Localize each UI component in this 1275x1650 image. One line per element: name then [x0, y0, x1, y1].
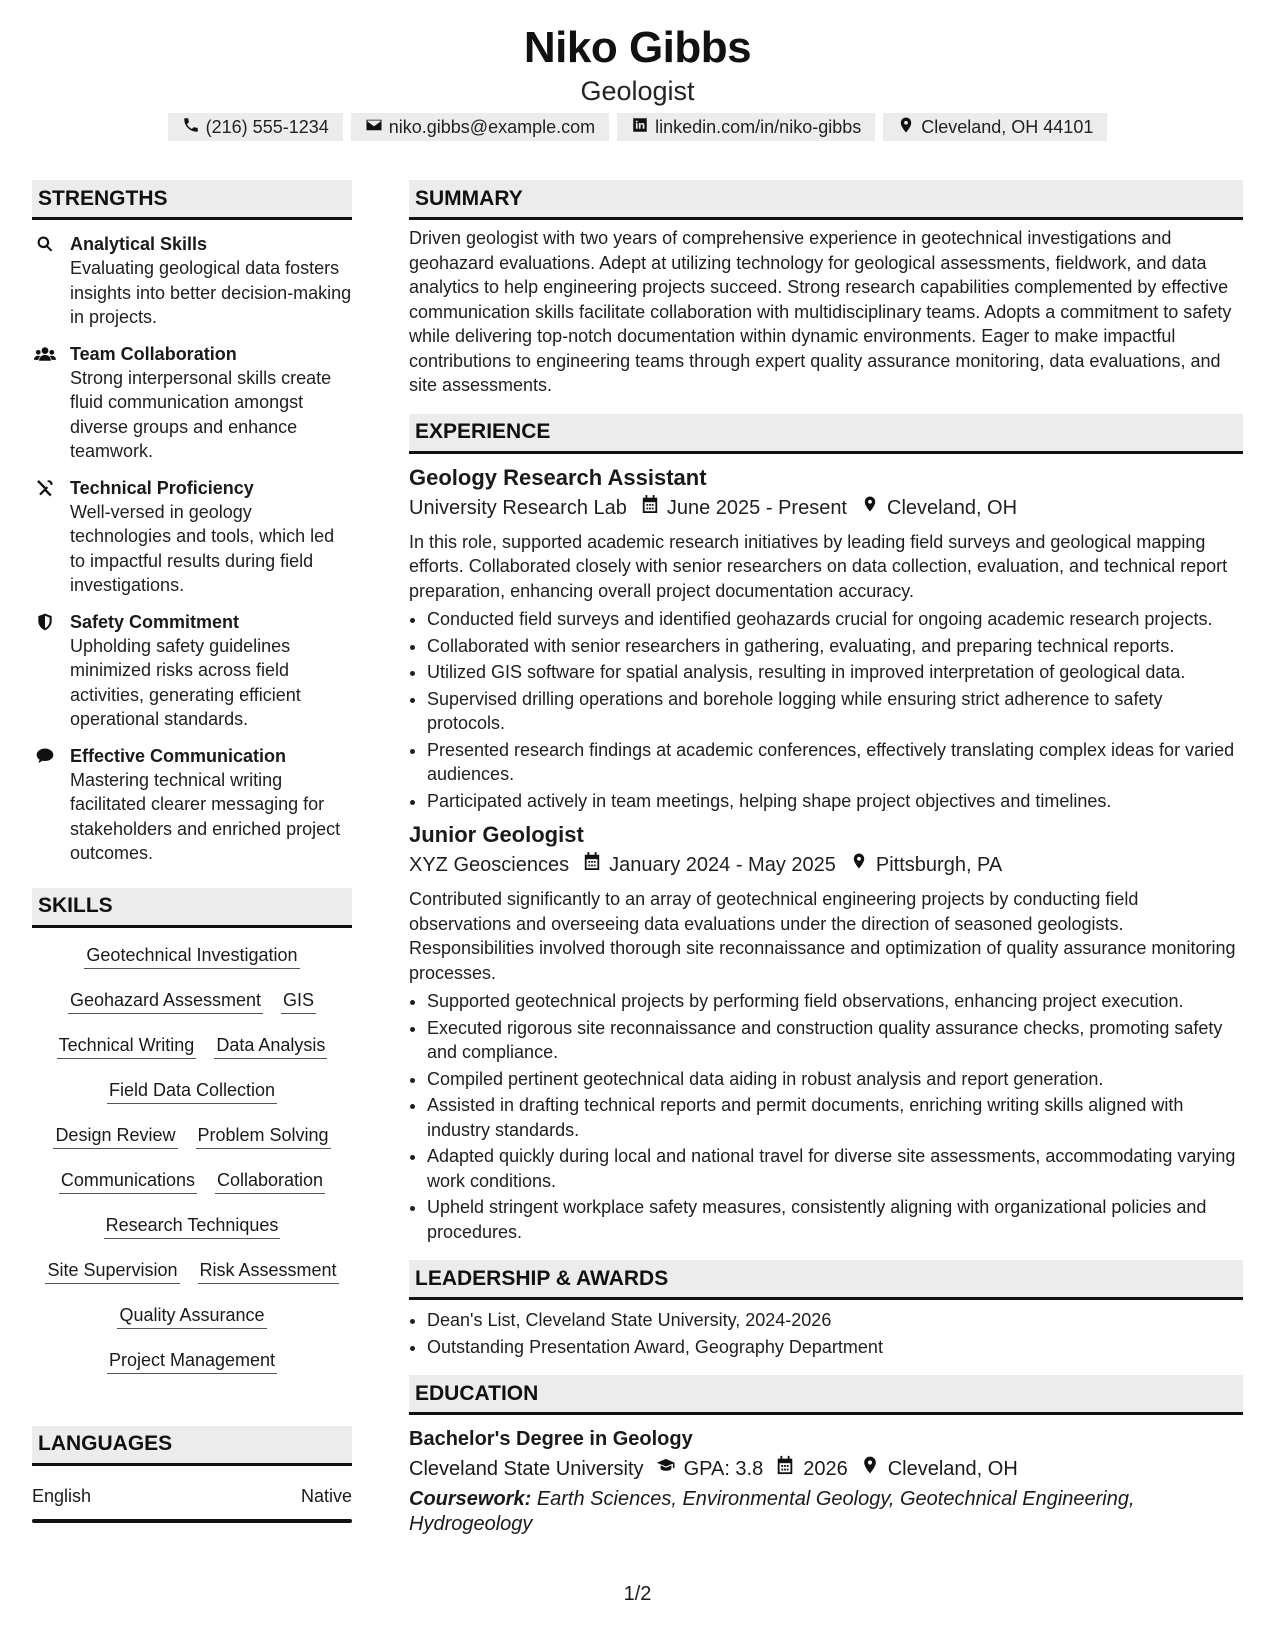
graduation-year: 2026	[803, 1458, 848, 1480]
contact-email[interactable]	[351, 113, 609, 141]
skill-tag: GIS	[281, 989, 316, 1014]
skill-tag: Problem Solving	[196, 1124, 331, 1149]
skill-row	[32, 934, 352, 979]
coursework-label: Coursework:	[409, 1488, 532, 1510]
left-column	[32, 180, 352, 1523]
strength-item	[32, 342, 352, 464]
job-company: XYZ Geosciences	[409, 854, 570, 876]
job-bullet: • Supported geotechnical projects by performing field observations, enhancing project execution.	[427, 989, 1243, 1014]
job-bullet: • Utilized GIS software for spatial analysis, resulting in improved interpretation of geological data.	[427, 660, 1243, 685]
skill-tag: Field Data Collection	[107, 1079, 277, 1104]
job-dates: January 2024 - May 2025	[609, 854, 836, 876]
skill-tag: Project Management	[107, 1349, 277, 1374]
strength-item	[32, 744, 352, 866]
speech-bubble-icon	[34, 746, 56, 766]
strength-desc: Mastering technical writing facilitated clearer messaging for stakeholders and enriched project outcomes.	[70, 769, 341, 863]
location-pin-icon	[847, 494, 887, 522]
skill-tag: Geotechnical Investigation	[84, 944, 299, 969]
job-entry	[409, 821, 1243, 1244]
strengths-heading: STRENGTHS	[32, 180, 352, 220]
location-pin-icon	[836, 851, 876, 879]
language-name: English	[32, 1485, 92, 1506]
skills-list	[32, 934, 352, 1384]
contact-phone[interactable]	[168, 113, 343, 141]
resume-header	[0, 22, 1275, 108]
calendar-icon	[763, 1455, 803, 1483]
skill-row	[32, 1114, 352, 1159]
contact-linkedin[interactable]	[617, 113, 875, 141]
job-bullet: • Adapted quickly during local and national travel for diverse site assessments, accommodating varying work conditions.	[427, 1144, 1243, 1193]
envelope-icon	[365, 116, 383, 139]
job-dates: June 2025 - Present	[666, 496, 847, 519]
skill-row	[32, 1159, 352, 1204]
contact-location-text: Cleveland, OH 44101	[921, 116, 1094, 137]
education-heading: EDUCATION	[409, 1375, 1243, 1415]
job-bullet: • Supervised drilling operations and borehole logging while ensuring strict adherence to safety protocols.	[427, 687, 1243, 736]
strength-title: Technical Proficiency	[70, 477, 254, 498]
skill-row	[32, 979, 352, 1024]
candidate-title: Geologist	[580, 76, 695, 106]
award-item: • Dean's List, Cleveland State University, 2024-2026	[427, 1308, 1243, 1333]
award-item: • Outstanding Presentation Award, Geography Department	[427, 1335, 1243, 1360]
linkedin-icon	[631, 116, 649, 139]
calendar-icon	[627, 494, 667, 522]
skill-row	[32, 1339, 352, 1384]
skill-row	[32, 1069, 352, 1114]
skill-row	[32, 1294, 352, 1339]
job-bullets	[409, 607, 1243, 813]
education-meta	[409, 1455, 1243, 1483]
strength-desc: Upholding safety guidelines minimized risks across field activities, generating efficient operational standards.	[70, 635, 301, 729]
school-name: Cleveland State University	[409, 1458, 644, 1480]
job-description: In this role, supported academic research initiatives by leading field surveys and geological mapping efforts. Collaborated closely with senior researchers on data collection, evaluation, and technical report preparation, enhancing overall project documentation accuracy.	[409, 531, 1228, 601]
language-level-bar	[32, 1519, 352, 1523]
strength-desc: Evaluating geological data fosters insights into better decision-making in projects.	[70, 258, 352, 327]
skill-row	[32, 1204, 352, 1249]
tools-icon	[34, 478, 56, 498]
job-bullet: • Participated actively in team meetings, helping shape project objectives and timelines.	[427, 789, 1243, 814]
job-location: Pittsburgh, PA	[875, 854, 1003, 876]
contact-linkedin-text: linkedin.com/in/niko-gibbs	[655, 116, 862, 137]
strength-item	[32, 476, 352, 598]
job-bullet: • Conducted field surveys and identified geohazards crucial for ongoing academic research projects.	[427, 607, 1243, 632]
job-meta	[409, 851, 1243, 879]
job-title: Junior Geologist	[409, 822, 584, 847]
job-bullet: • Compiled pertinent geotechnical data aiding in robust analysis and report generation.	[427, 1067, 1243, 1092]
job-location: Cleveland, OH	[887, 496, 1018, 519]
strength-item	[32, 610, 352, 732]
skill-tag: Geohazard Assessment	[68, 989, 263, 1014]
skill-tag: Design Review	[53, 1124, 177, 1149]
job-description: Contributed significantly to an array of geotechnical engineering projects by conducting field observations and overseeing data evaluations under the direction of seasoned geologists. Responsibilities involved thorough site reconnaissance and optimization of quality assurance monitoring processes.	[409, 889, 1236, 983]
skill-row	[32, 1024, 352, 1069]
graduation-cap-icon	[644, 1455, 684, 1483]
skill-row	[32, 1249, 352, 1294]
strength-title: Analytical Skills	[70, 234, 208, 254]
languages-heading: LANGUAGES	[32, 1426, 352, 1466]
candidate-name: Niko Gibbs	[523, 23, 752, 72]
experience-heading: EXPERIENCE	[409, 414, 1243, 454]
skill-tag: Technical Writing	[57, 1034, 197, 1059]
job-bullets	[409, 989, 1243, 1244]
skill-tag: Data Analysis	[214, 1034, 327, 1059]
contact-email-text: niko.gibbs@example.com	[388, 116, 596, 137]
strength-title: Safety Commitment	[70, 611, 240, 632]
job-bullet: • Executed rigorous site reconnaissance and construction quality assurance checks, promoting safety and compliance.	[427, 1016, 1243, 1065]
contact-phone-text: (216) 555-1234	[205, 116, 329, 137]
phone-icon	[182, 116, 200, 139]
right-column	[409, 180, 1243, 1537]
location-pin-icon	[897, 116, 915, 139]
skill-tag: Collaboration	[215, 1169, 325, 1194]
job-meta	[409, 494, 1243, 522]
skill-tag: Risk Assessment	[198, 1259, 339, 1284]
job-title: Geology Research Assistant	[409, 464, 707, 490]
strength-title: Effective Communication	[70, 745, 287, 766]
coursework	[409, 1487, 1243, 1537]
awards-list	[409, 1308, 1243, 1359]
skill-tag: Site Supervision	[45, 1259, 179, 1284]
calendar-icon	[569, 851, 609, 879]
job-bullet: • Assisted in drafting technical reports and permit documents, enriching writing skills aligned with industry standards.	[427, 1093, 1243, 1142]
users-icon	[34, 344, 56, 364]
summary-heading: SUMMARY	[409, 180, 1243, 220]
gpa: GPA: 3.8	[683, 1458, 764, 1480]
contact-bar	[0, 113, 1275, 141]
language-level: Native	[300, 1485, 352, 1506]
strength-desc: Well-versed in geology technologies and tools, which led to impactful results during field investigations.	[70, 501, 335, 595]
summary-text: Driven geologist with two years of comprehensive experience in geotechnical investigations and geohazard evaluations. Adept at utilizing technology for geological assessments, fieldwork, and data analytics to help engineering projects succeed. Strong research capabilities complemented by effective communication skills facilitate collaboration with multidisciplinary teams. Adopts a commitment to safety while delivering top-notch documentation within dynamic environments. Eager to make impactful contributions to engineering teams through expert quality assurance monitoring, data evaluations, and site assessments.	[409, 228, 1232, 395]
strength-desc: Strong interpersonal skills create fluid communication amongst diverse groups and enhance teamwork.	[70, 367, 332, 461]
job-bullet: • Upheld stringent workplace safety measures, consistently aligning with organizational policies and procedures.	[427, 1195, 1243, 1244]
location-pin-icon	[848, 1455, 888, 1483]
strength-title: Team Collaboration	[70, 343, 237, 364]
skill-tag: Communications	[59, 1169, 197, 1194]
coursework-list: Earth Sciences, Environmental Geology, Geotechnical Engineering, Hydrogeology	[409, 1488, 1135, 1535]
job-company: University Research Lab	[409, 496, 627, 519]
page-number: 1/2	[623, 1583, 652, 1605]
job-bullet: • Collaborated with senior researchers in gathering, evaluating, and preparing technical reports.	[427, 634, 1243, 659]
job-bullet: • Presented research findings at academic conferences, effectively translating complex ideas for varied audiences.	[427, 738, 1243, 787]
magnifier-icon	[34, 234, 56, 254]
contact-location	[883, 113, 1107, 141]
job-entry	[409, 464, 1243, 814]
skill-tag: Quality Assurance	[117, 1304, 266, 1329]
language-item	[32, 1466, 352, 1515]
degree-title: Bachelor's Degree in Geology	[409, 1428, 693, 1450]
school-location: Cleveland, OH	[887, 1458, 1018, 1480]
skill-tag: Research Techniques	[104, 1214, 281, 1239]
shield-icon	[34, 612, 56, 632]
strength-item	[32, 232, 352, 330]
skills-heading: SKILLS	[32, 888, 352, 928]
leadership-heading: LEADERSHIP & AWARDS	[409, 1260, 1243, 1300]
